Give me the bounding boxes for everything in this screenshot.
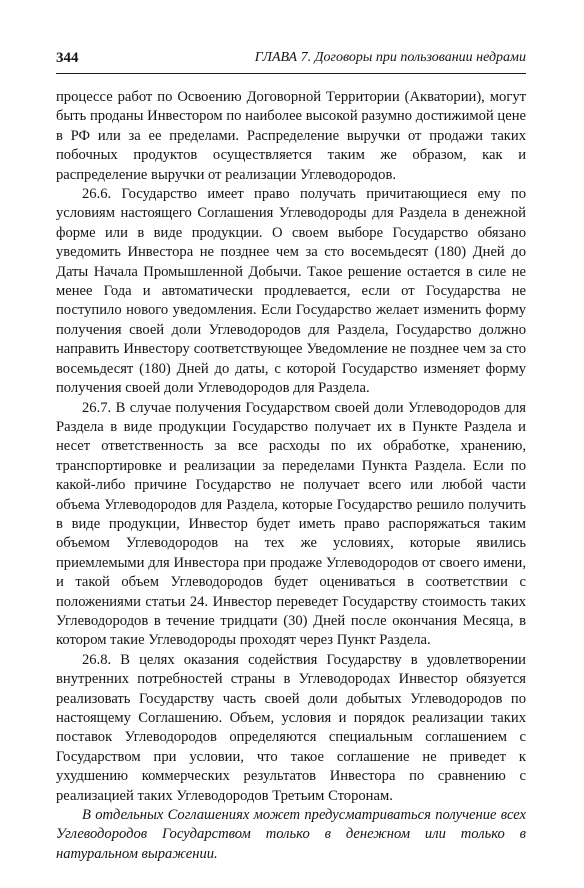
italic-note: В отдельных Соглашениях может предусматриваться получение всех Углеводородов Государством только в денежном или только в натуральном выражении. (56, 807, 526, 862)
paragraph-26-8: 26.8. В целях оказания содействия Государству в удовлетворении внутренних потребностей страны в Углеводородах Инвестор обязуется реализовать Государству часть своей доли добытых Углеводородов по настоящему Соглашению. Объем, условия и порядок реализации таких поставок Углеводородов определяются специальным соглашением с Государством при условии, что такое соглашение не приведет к ухудшению коммерческих результатов Инвестора по сравнению с реализацией таких Углеводородов Третьим Сторонам. (56, 651, 526, 804)
paragraph-26-6: 26.6. Государство имеет право получать причитающиеся ему по условиям настоящего Соглашения Углеводороды для Раздела в денежной форме или в виде продукции. О своем выборе Государство обязано уведомить Инвестора не позднее чем за сто восемьдесят (180) Дней до Даты Начала Промышленной Добычи. Такое решение остается в силе не менее Года и автоматически продлевается, если от Государства не поступило нового уведомления. Если Государство желает изменить форму получения своей доли Углеводородов для Раздела, Государство должно направить Инвестору соответствующее Уведомление не позднее чем за сто восемьдесят (180) Дней до даты, с которой Государство изменяет форму получения своей доли Углеводородов для Раздела. (56, 186, 526, 397)
page-header (56, 44, 526, 74)
header-rule (56, 73, 526, 74)
body-text (56, 88, 526, 864)
page-number: 344 (56, 50, 79, 66)
running-head: ГЛАВА 7. Договоры при пользовании недрами (254, 50, 526, 65)
paragraph-continuation: процессе работ по Освоению Договорной Территории (Акватории), могут быть проданы Инвестором по наиболее высокой разумно достижимой цене в РФ или за ее пределами. Распределение выручки от продажи таких побочных продуктов осуществляется таким же образом, как и распределение выручки от реализации Углеводородов. (56, 89, 526, 183)
paragraph-26-7: 26.7. В случае получения Государством своей доли Углеводородов для Раздела в виде продукции Государство получает их в Пункте Раздела и несет ответственность за все расходы по их обработке, хранению, транспортировке и реализации за переделами Пункта Раздела. Если по какой-либо причине Государство не получает всего или любой части объема Углеводородов для Раздела, которые Государство решило получить в виде продукции, Инвестор будет иметь право распоряжаться таким объемом Углеводородов на тех же условиях, которые явились приемлемыми для Инвестора при продаже Углеводородов от своего имени, и такой объем Углеводородов будет оцениваться в соответствии с положениями статьи 24. Инвестор переведет Государству стоимость таких Углеводородов в течение тридцати (30) Дней после окончания Месяца, в котором такие Углеводороды проходят через Пункт Раздела. (56, 399, 526, 649)
